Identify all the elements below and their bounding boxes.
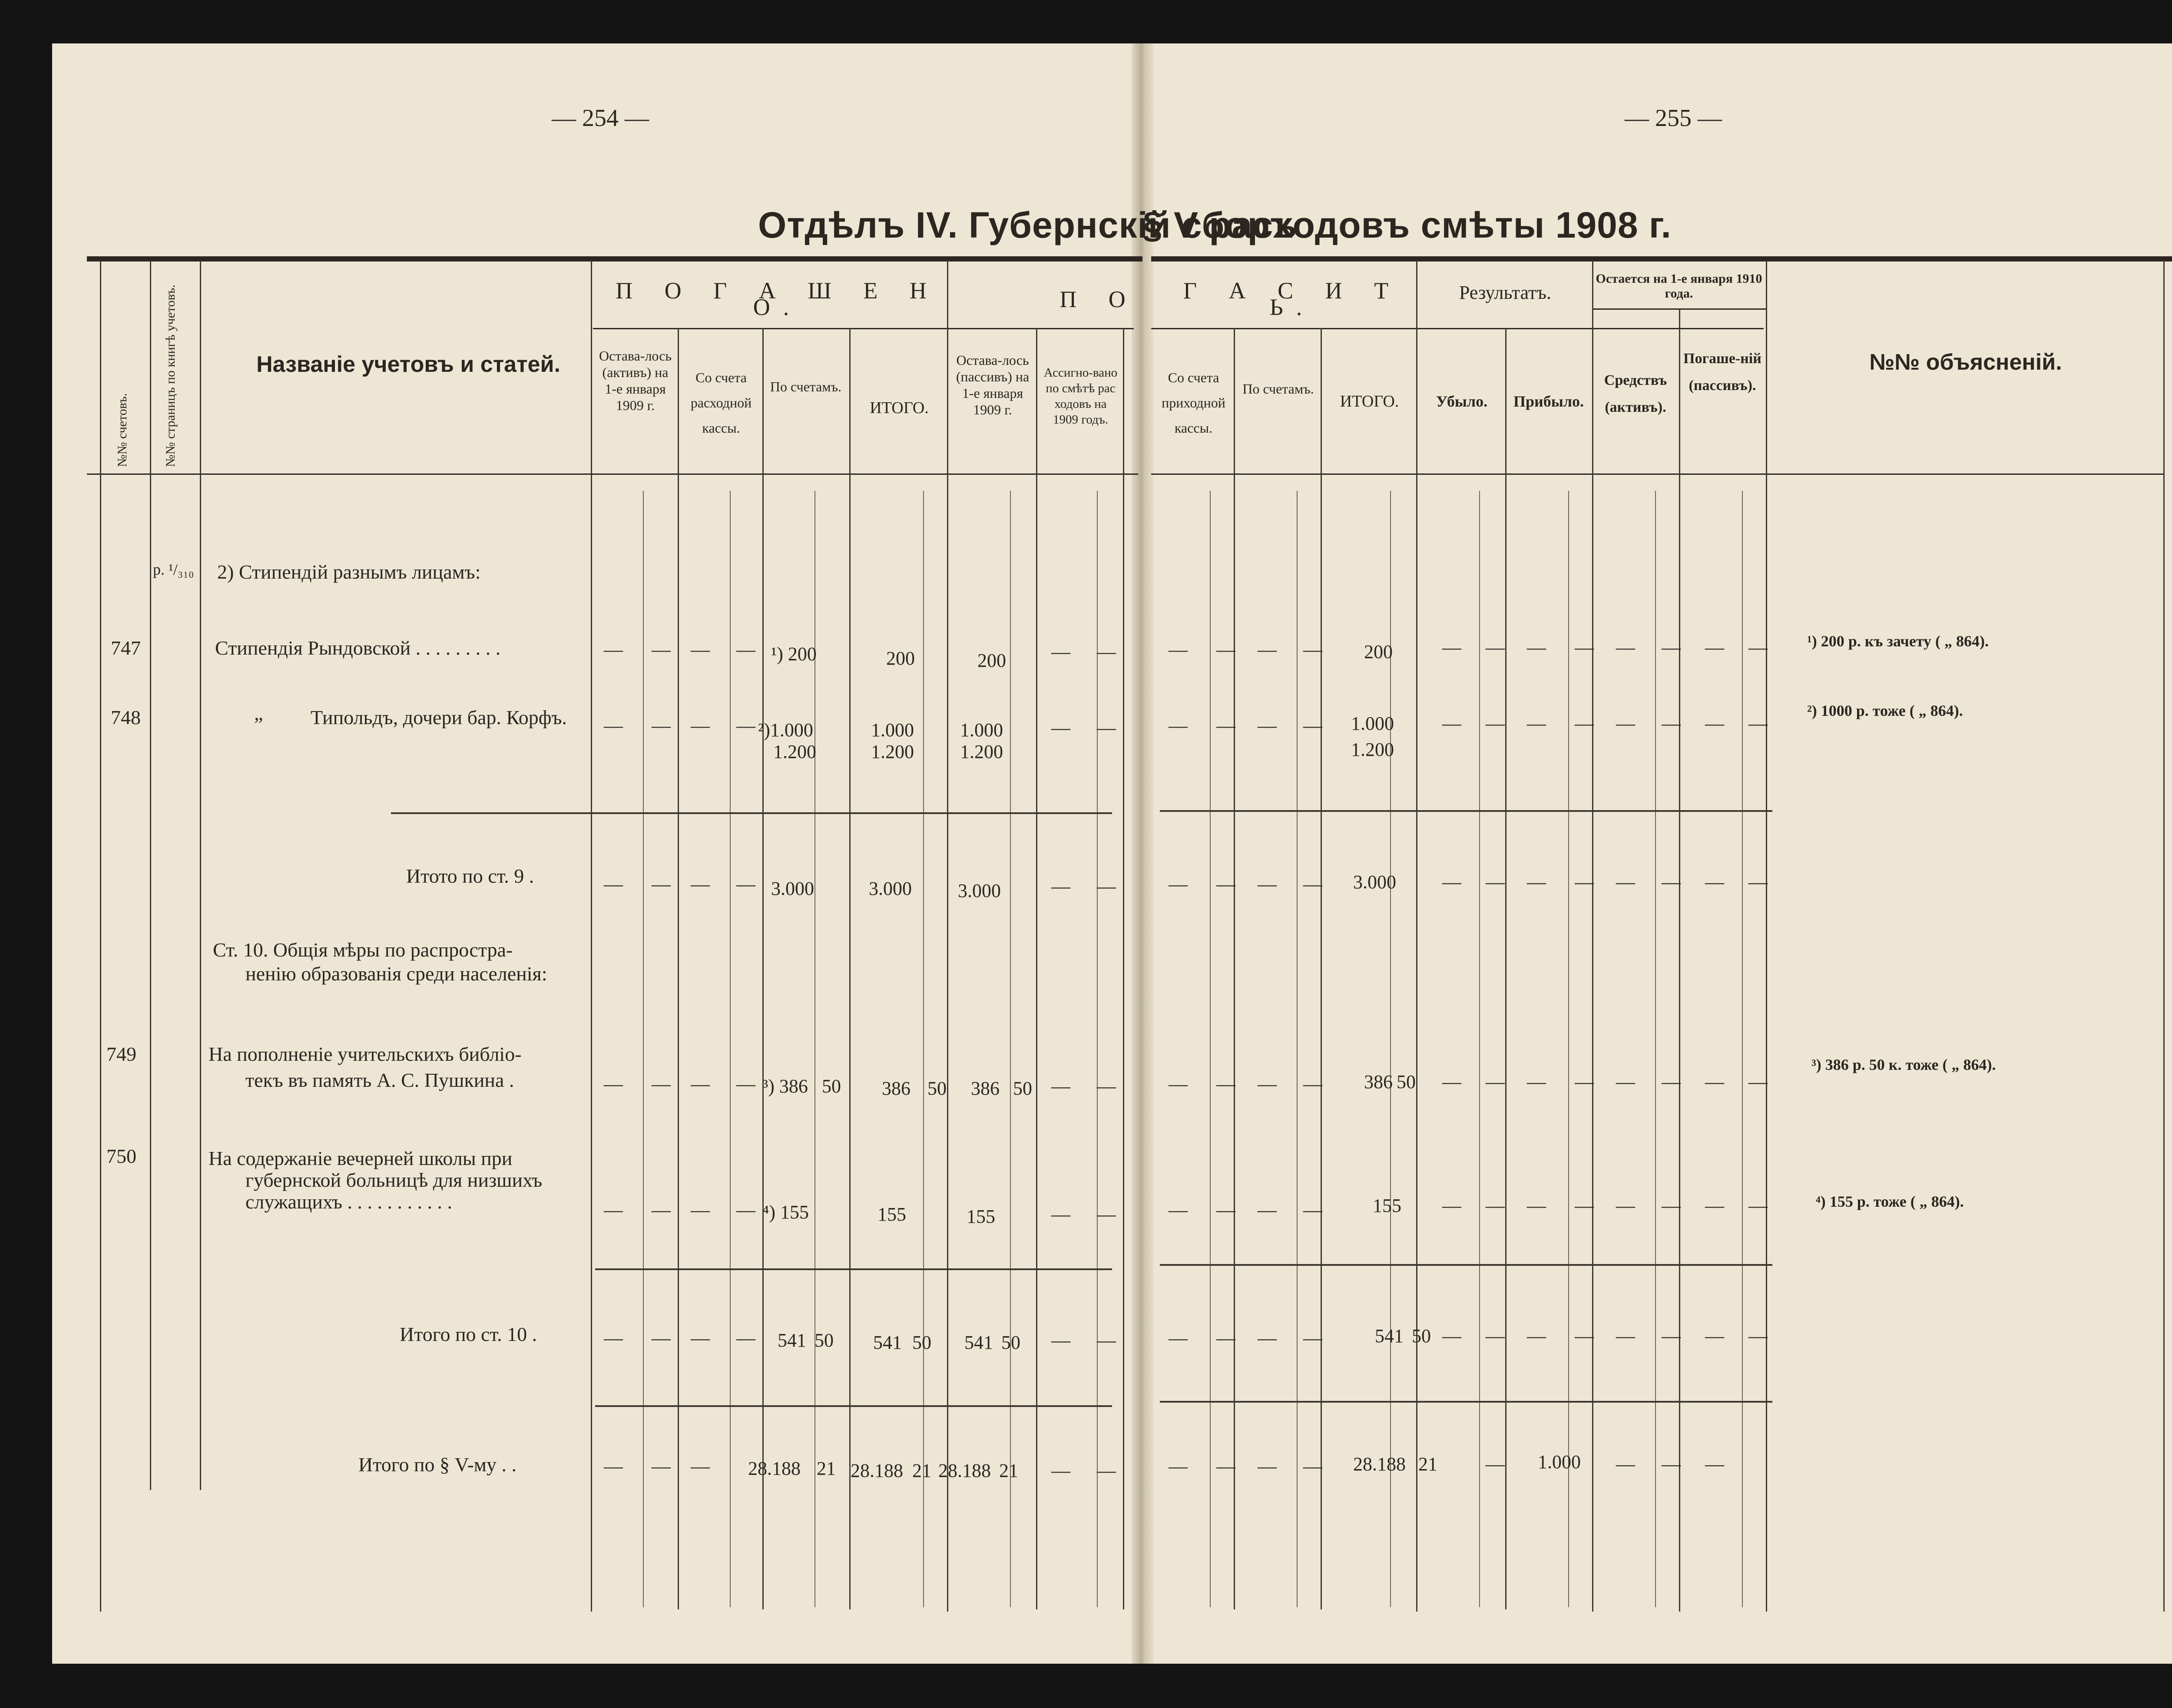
itogo-v-total: 28.188 <box>851 1460 903 1481</box>
header-name: Названіе учетовъ и статей. <box>256 352 560 377</box>
vline <box>100 261 101 1612</box>
dash: — <box>1662 1195 1681 1216</box>
header-remains: Остается на 1-е января 1910 года. <box>1596 271 1762 301</box>
dash: — <box>1705 1325 1724 1347</box>
row-748-ditto: „ <box>254 702 263 724</box>
dash: — <box>1705 1453 1724 1475</box>
vline-sub <box>1655 491 1656 1607</box>
dash: — <box>1486 637 1505 658</box>
header-topay-from-cash: Со счета приходной кассы. <box>1162 370 1225 436</box>
dash: — <box>691 715 710 736</box>
dash: — <box>1527 1195 1546 1216</box>
dash: — <box>1303 1199 1322 1221</box>
dash: — <box>1662 713 1681 734</box>
dash: — <box>691 1199 710 1221</box>
header-paid-remaining: Остава-лось (активъ) на 1-е января 1909 г. <box>599 348 672 413</box>
row-749-topay-total-kop: 50 <box>1397 1071 1416 1092</box>
dash: — <box>691 639 710 660</box>
top-rule-left <box>87 256 1142 261</box>
dash: — <box>1097 876 1116 897</box>
page-number-left: — 254 — <box>552 105 649 132</box>
dash: — <box>1216 1199 1235 1221</box>
header-paid-by-accounts: По счетамъ. <box>770 379 842 394</box>
dash: — <box>1216 639 1235 660</box>
dash: — <box>652 1456 671 1477</box>
dash: — <box>1748 1071 1768 1092</box>
dash: — <box>691 1327 710 1349</box>
vline <box>1036 328 1037 1609</box>
dash: — <box>1169 715 1188 736</box>
itogo-v-label: Итого по § V-му . . <box>358 1453 517 1476</box>
dash: — <box>604 1073 623 1095</box>
itogo-v-remaining: 28.188 <box>938 1460 991 1481</box>
header-result: Результатъ. <box>1459 282 1551 303</box>
dash: — <box>691 874 710 895</box>
dash: — <box>691 1073 710 1095</box>
dash: — <box>1575 1195 1594 1216</box>
row-748-topay-total: 1.000 <box>1351 713 1394 734</box>
row-750-note: ⁴) 155 р. тоже ( „ 864). <box>1816 1193 1964 1210</box>
vline <box>1234 328 1235 1609</box>
row-748-number: 748 <box>111 706 141 728</box>
dash: — <box>1442 713 1461 734</box>
itogo-v-by-accounts-kop: 21 <box>817 1458 836 1479</box>
row-749-remaining-kop: 50 <box>1013 1078 1032 1099</box>
row-747-by-accounts: ¹) 200 <box>771 643 817 665</box>
row-747-remaining: 200 <box>977 650 1006 671</box>
vline <box>200 261 201 1490</box>
group-split-right <box>1151 328 1764 329</box>
vline <box>1416 261 1417 1612</box>
row-750-name-b: губернской больницѣ для низшихъ <box>245 1169 543 1191</box>
dash: — <box>1616 1325 1635 1347</box>
dash: — <box>1303 1327 1322 1349</box>
header-result-loss: Убыло. <box>1436 393 1488 410</box>
row-750-remaining: 155 <box>967 1206 995 1227</box>
dash: — <box>652 874 671 895</box>
dash: — <box>1216 1456 1235 1477</box>
dash: — <box>1258 1073 1277 1095</box>
dash: — <box>1169 1199 1188 1221</box>
header-remains-liab: Погаше-ній (пассивъ). <box>1683 351 1761 394</box>
st10-label-b: ненію образованія среди населенія: <box>245 963 547 985</box>
dash: — <box>1303 874 1322 895</box>
row-750-number: 750 <box>106 1145 136 1167</box>
dash: — <box>604 874 623 895</box>
row-748-remaining: 1.000 <box>960 719 1003 741</box>
dash: — <box>1616 713 1635 734</box>
dash: — <box>1169 1073 1188 1095</box>
dash: — <box>1097 1330 1116 1351</box>
vline-sub <box>1479 491 1480 1607</box>
itogo-9-by-accounts: 3.000 <box>771 878 814 899</box>
dash: — <box>1258 715 1277 736</box>
itogo-10-remaining: 541 <box>964 1332 993 1353</box>
header-remains-assets: Средствъ (активъ). <box>1604 372 1667 415</box>
dash: — <box>1616 871 1635 893</box>
top-rule-right <box>1151 256 2172 261</box>
dash: — <box>1216 1327 1235 1349</box>
dash: — <box>1258 1199 1277 1221</box>
left-page <box>52 43 1138 1664</box>
row-748-note: ²) 1000 р. тоже ( „ 864). <box>1807 702 1963 719</box>
row-separator <box>595 1405 1112 1407</box>
row-separator <box>1160 810 1772 812</box>
vline <box>762 328 764 1609</box>
vline <box>1766 261 1767 1612</box>
itogo-10-remaining-kop: 50 <box>1001 1332 1020 1353</box>
row-750-by-accounts: ⁴) 155 <box>762 1202 809 1223</box>
header-book-pages: №№ страницъ по книгѣ учетовъ. <box>163 285 178 467</box>
dash: — <box>652 1199 671 1221</box>
itogo-v-gain: 1.000 <box>1538 1451 1581 1473</box>
vline-sub <box>1210 491 1211 1607</box>
dash: — <box>736 874 755 895</box>
vline-sub <box>1742 491 1743 1607</box>
vline <box>150 261 151 1490</box>
dash: — <box>1705 713 1724 734</box>
dash: — <box>1051 641 1070 662</box>
dash: — <box>604 639 623 660</box>
row-748-topay-total-sum: 1.200 <box>1351 739 1394 760</box>
dash: — <box>1051 876 1070 897</box>
row-749-by-accounts-kop: 50 <box>822 1076 841 1097</box>
row-separator <box>1160 1401 1772 1403</box>
itogo-9-label: Итото по ст. 9 . <box>406 865 534 887</box>
dash: — <box>1216 1073 1235 1095</box>
dash: — <box>1303 1456 1322 1477</box>
header-bottom-rule-left <box>87 473 1138 475</box>
dash: — <box>1486 1195 1505 1216</box>
header-bottom-rule-right <box>1151 473 2163 475</box>
header-group-paid: П О Г А Ш Е Н О. <box>616 278 940 320</box>
dash: — <box>604 1456 623 1477</box>
dash: — <box>1527 1071 1546 1092</box>
itogo-10-total-kop: 50 <box>912 1332 931 1353</box>
dash: — <box>1705 637 1724 658</box>
dash: — <box>1575 713 1594 734</box>
header-group-topay-b: Г А С И Т Ь. <box>1183 278 1402 320</box>
itogo-v-by-accounts: 28.188 <box>748 1458 801 1479</box>
dash: — <box>1303 639 1322 660</box>
dash: — <box>1748 871 1768 893</box>
dash: — <box>736 1199 755 1221</box>
itogo-10-by-accounts-kop: 50 <box>814 1330 834 1351</box>
dash: — <box>1662 1071 1681 1092</box>
dash: — <box>1662 871 1681 893</box>
dash: — <box>1486 871 1505 893</box>
vline-sub <box>730 491 731 1607</box>
dash: — <box>736 639 755 660</box>
vline <box>947 261 948 1612</box>
itogo-10-topay-total: 541 <box>1375 1325 1404 1347</box>
dash: — <box>1705 1071 1724 1092</box>
row-749-by-accounts: ³) 386 <box>762 1076 808 1097</box>
dash: — <box>1575 871 1594 893</box>
vline-sub <box>923 491 924 1607</box>
row-748-by-accounts: ²)1.000 <box>758 719 813 741</box>
group-split-left <box>593 328 1134 329</box>
dash: — <box>1575 637 1594 658</box>
header-topay-assigned: Ассигно-вано по смѣтѣ рас ходовъ на 1909 годъ. <box>1043 366 1118 427</box>
row-748-name: Типольдъ, дочери бар. Корфъ. <box>311 706 567 728</box>
dash: — <box>1527 1325 1546 1347</box>
title-left: Отдѣлъ IV. Губернскій сборъ <box>758 205 1298 245</box>
section-page-ref: р. ¹/₃₁₀ <box>153 561 194 578</box>
row-749-note: ³) 386 р. 50 к. тоже ( „ 864). <box>1811 1056 1996 1073</box>
dash: — <box>1303 715 1322 736</box>
header-topay-total: ИТОГО. <box>1340 392 1399 410</box>
itogo-10-by-accounts: 541 <box>778 1330 806 1351</box>
row-748-total-sum: 1.200 <box>871 741 914 762</box>
header-paid-total: ИТОГО. <box>870 399 929 417</box>
dash: — <box>1051 1460 1070 1481</box>
dash: — <box>1169 874 1188 895</box>
dash: — <box>1662 1453 1681 1475</box>
row-747-note: ¹) 200 р. къ зачету ( „ 864). <box>1807 632 1989 650</box>
vline <box>849 328 851 1609</box>
header-topay-by-accounts: По счетамъ. <box>1242 381 1314 397</box>
dash: — <box>1258 1327 1277 1349</box>
dash: — <box>691 1456 710 1477</box>
st10-label-a: Ст. 10. Общія мѣры по распростра- <box>213 939 513 961</box>
dash: — <box>1527 871 1546 893</box>
row-750-topay-total: 155 <box>1373 1195 1401 1216</box>
row-separator <box>391 812 1112 814</box>
vline <box>2163 261 2165 1612</box>
dash: — <box>1705 871 1724 893</box>
dash: — <box>1486 713 1505 734</box>
dash: — <box>736 1073 755 1095</box>
dash: — <box>1748 1195 1768 1216</box>
row-747-total: 200 <box>886 648 915 669</box>
dash: — <box>1616 1071 1635 1092</box>
dash: — <box>1097 641 1116 662</box>
dash: — <box>1216 715 1235 736</box>
itogo-v-remaining-kop: 21 <box>999 1460 1018 1481</box>
dash: — <box>1051 1204 1070 1225</box>
dash: — <box>1527 713 1546 734</box>
itogo-9-total: 3.000 <box>869 878 912 899</box>
itogo-10-topay-total-kop: 50 <box>1412 1325 1431 1347</box>
dash: — <box>736 715 755 736</box>
vline-sub <box>1568 491 1569 1607</box>
vline-sub <box>1010 491 1011 1607</box>
dash: — <box>1051 1076 1070 1097</box>
row-748-remaining-sum: 1.200 <box>960 741 1003 762</box>
dash: — <box>1748 637 1768 658</box>
itogo-v-topay-total-kop: 21 <box>1418 1453 1437 1475</box>
row-749-remaining: 386 <box>971 1078 1000 1099</box>
dash: — <box>1705 1195 1724 1216</box>
header-result-gain: Прибыло. <box>1513 393 1584 410</box>
dash: — <box>1748 1325 1768 1347</box>
vline <box>1679 308 1680 1612</box>
dash: — <box>1616 637 1635 658</box>
row-separator <box>595 1268 1112 1270</box>
header-accounts: №№ счетовъ. <box>115 393 129 467</box>
row-750-name-c: служащихъ . . . . . . . . . . . <box>245 1191 453 1213</box>
row-748-total: 1.000 <box>871 719 914 741</box>
dash: — <box>1097 1204 1116 1225</box>
row-749-total-kop: 50 <box>927 1078 947 1099</box>
dash: — <box>736 1327 755 1349</box>
dash: — <box>1051 1330 1070 1351</box>
vline-sub <box>1297 491 1298 1607</box>
itogo-9-remaining: 3.000 <box>958 880 1001 901</box>
itogo-v-topay-total: 28.188 <box>1353 1453 1406 1475</box>
dash: — <box>1442 1325 1461 1347</box>
row-747-name: Стипендія Рындовской . . . . . . . . . <box>215 637 501 659</box>
header-topay-remaining: Остава-лось (пассивъ) на 1-е января 1909 г. <box>956 352 1030 417</box>
dash: — <box>1169 639 1188 660</box>
row-750-name-a: На содержаніе вечерней школы при <box>209 1147 513 1169</box>
dash: — <box>604 1327 623 1349</box>
dash: — <box>652 715 671 736</box>
dash: — <box>1442 871 1461 893</box>
row-747-topay-total: 200 <box>1364 641 1393 662</box>
vline-sub <box>643 491 644 1607</box>
header-paid-from-cash: Со счета расходной кассы. <box>690 370 752 436</box>
dash: — <box>1616 1453 1635 1475</box>
row-749-number: 749 <box>106 1043 136 1065</box>
row-749-name-a: На пополненіе учительскихъ библіо- <box>209 1043 522 1065</box>
dash: — <box>1575 1071 1594 1092</box>
header-group-topay-a: П О <box>1060 286 1139 312</box>
row-748-by-accounts-sum: 1.200 <box>773 741 816 762</box>
dash: — <box>1442 637 1461 658</box>
dash: — <box>604 1199 623 1221</box>
itogo-9-topay-total: 3.000 <box>1353 871 1396 893</box>
itogo-v-total-kop: 21 <box>912 1460 931 1481</box>
row-749-topay-total: 386 <box>1364 1071 1393 1092</box>
dash: — <box>652 1327 671 1349</box>
dash: — <box>1486 1453 1505 1475</box>
row-747-number: 747 <box>111 637 141 659</box>
dash: — <box>604 715 623 736</box>
dash: — <box>1258 1456 1277 1477</box>
dash: — <box>1442 1195 1461 1216</box>
dash: — <box>1258 639 1277 660</box>
vline <box>591 261 592 1612</box>
dash: — <box>1051 717 1070 738</box>
dash: — <box>1662 637 1681 658</box>
dash: — <box>1097 717 1116 738</box>
dash: — <box>1216 874 1235 895</box>
dash: — <box>1097 1076 1116 1097</box>
vline <box>1321 328 1322 1609</box>
dash: — <box>1169 1456 1188 1477</box>
dash: — <box>1097 1460 1116 1481</box>
dash: — <box>1662 1325 1681 1347</box>
dash: — <box>1169 1327 1188 1349</box>
dash: — <box>1748 713 1768 734</box>
dash: — <box>652 639 671 660</box>
row-749-total: 386 <box>882 1078 911 1099</box>
row-separator <box>1160 1264 1772 1266</box>
itogo-10-total: 541 <box>873 1332 902 1353</box>
vline <box>678 328 679 1609</box>
page-number-right: — 255 — <box>1625 105 1722 132</box>
vline <box>1123 328 1124 1609</box>
dash: — <box>652 1073 671 1095</box>
dash: — <box>1486 1325 1505 1347</box>
dash: — <box>1575 1325 1594 1347</box>
title-right: § V расходовъ смѣты 1908 г. <box>1142 205 1672 245</box>
section-label: 2) Стипендій разнымъ лицамъ: <box>217 561 481 583</box>
dash: — <box>1258 874 1277 895</box>
header-explanations: №№ объясненій. <box>1869 350 2062 375</box>
dash: — <box>1527 637 1546 658</box>
vline <box>1505 328 1506 1609</box>
dash: — <box>1616 1195 1635 1216</box>
dash: — <box>1486 1071 1505 1092</box>
vline <box>1592 261 1593 1612</box>
dash: — <box>1442 1071 1461 1092</box>
dash: — <box>1303 1073 1322 1095</box>
row-749-name-b: текъ въ память А. С. Пушкина . <box>245 1069 514 1091</box>
row-750-total: 155 <box>877 1204 906 1225</box>
itogo-10-label: Итого по ст. 10 . <box>400 1323 537 1345</box>
